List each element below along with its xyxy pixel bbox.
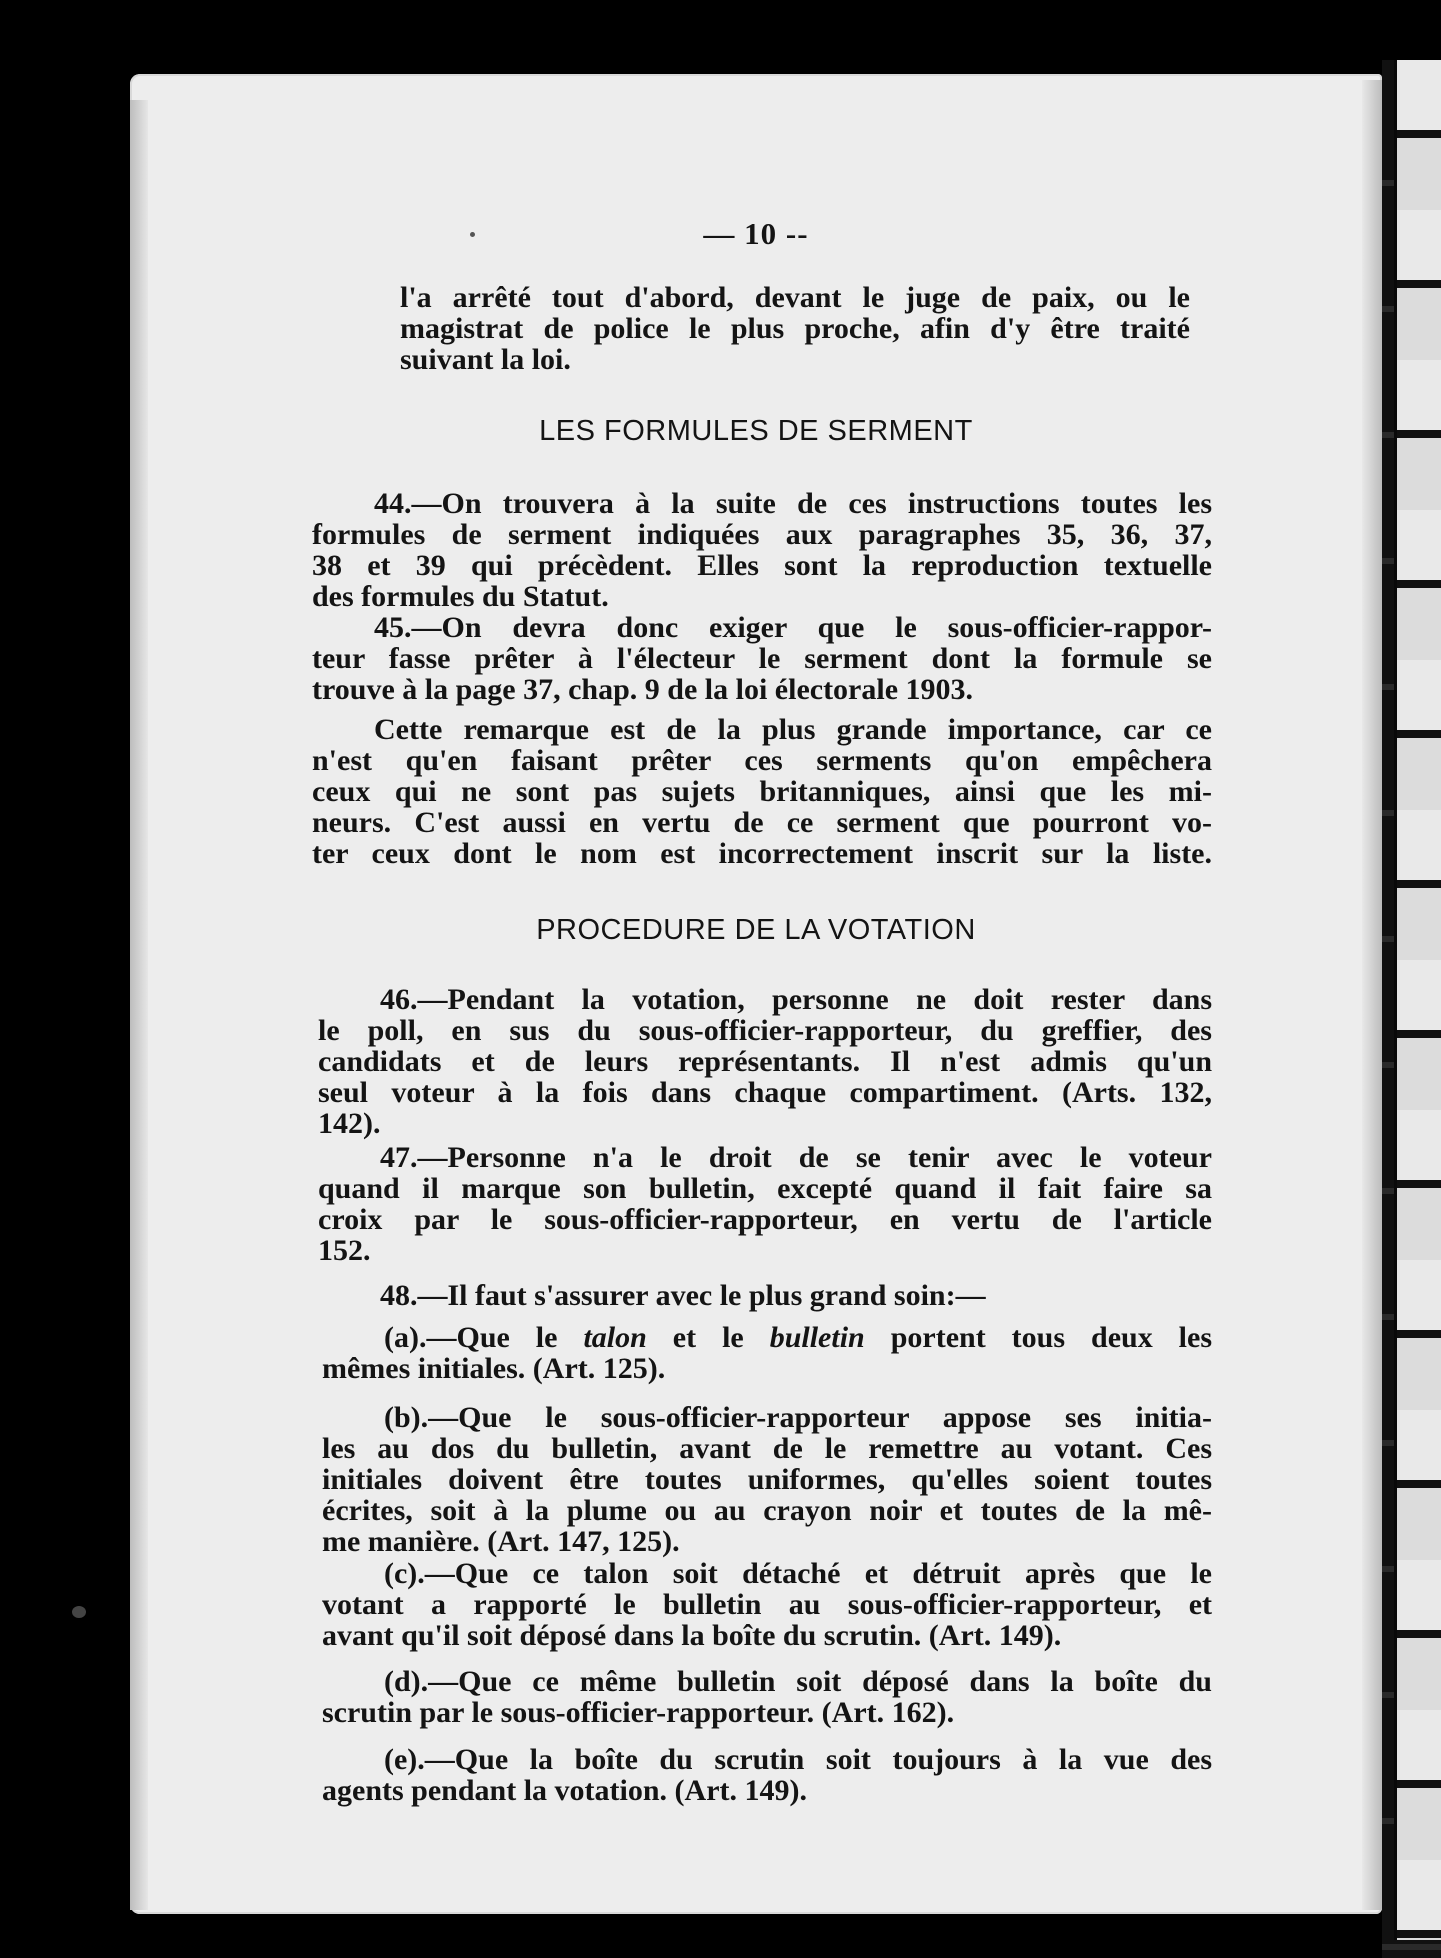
text-line: Cette remarque est de la plus grande importance, car ce [374,713,1212,746]
item-a-talon: talon [583,1321,647,1354]
text-line: le poll, en sus du sous-officier-rapporteur, du greffier, des [318,1014,1212,1047]
text-line: 46.—Pendant la votation, personne ne doit rester dans [380,983,1212,1016]
section-heading-votation: PROCEDURE DE LA VOTATION [536,914,976,946]
paragraph-47 [318,1142,1212,1266]
text-line: suivant la loi. [400,343,571,376]
text-line: teur fasse prêter à l'électeur le serment dont la formule se [312,642,1212,675]
paragraph-45-remark [312,714,1212,869]
paper-speck [72,1606,86,1618]
text-line: neurs. C'est aussi en vertu de ce serment que pourront vo- [312,806,1212,839]
text-line: candidats et de leurs représentants. Il n'est admis qu'un [318,1045,1212,1078]
item-a-mid: et le [646,1321,770,1354]
paragraph-45 [312,612,1212,705]
text-line: votant a rapporté le bulletin au sous-officier-rapporteur, et [322,1588,1212,1621]
intro-paragraph [400,282,1190,375]
item-a [322,1322,1212,1384]
page-right-shadow [1362,80,1382,1910]
paragraph-44 [312,488,1212,612]
item-a-bulletin: bulletin [769,1321,865,1354]
text-line: formules de serment indiquées aux paragraphes 35, 36, 37, [312,518,1212,551]
item-a-prefix: (a).—Que le [384,1321,584,1354]
item-d [322,1666,1212,1728]
text-line: croix par le sous-officier-rapporteur, en vertu de l'article [318,1203,1212,1236]
page-left-shadow [130,100,148,1910]
text-line: 142). [318,1107,381,1140]
text-line: les au dos du bulletin, avant de le remettre au votant. Ces [322,1432,1212,1465]
text-line: magistrat de police le plus proche, afin d'y être traité [400,312,1190,345]
text-line: scrutin par le sous-officier-rapporteur. (Art. 162). [322,1696,955,1729]
text-line: 44.—On trouvera à la suite de ces instructions toutes les [374,487,1212,520]
paragraph-48 [318,1280,1212,1311]
item-c [322,1558,1212,1651]
text-line: (b).—Que le sous-officier-rapporteur appose ses initia- [384,1401,1212,1434]
text-line: trouve à la page 37, chap. 9 de la loi électorale 1903. [312,673,974,706]
item-e [322,1744,1212,1806]
adjacent-page-edge [1394,60,1441,1940]
text-line: 38 et 39 qui précèdent. Elles sont la reproduction textuelle [312,549,1212,582]
text-line: ceux qui ne sont pas sujets britanniques, ainsi que les mi- [312,775,1212,808]
text-line: écrites, soit à la plume ou au crayon noir et toutes de la mê- [322,1494,1212,1527]
text-line: 152. [318,1234,371,1267]
page-number: — 10 -- [703,216,809,251]
text-line: quand il marque son bulletin, excepté quand il fait faire sa [318,1172,1212,1205]
text-line: avant qu'il soit déposé dans la boîte du scrutin. (Art. 149). [322,1619,1062,1652]
text-line: (c).—Que ce talon soit détaché et détruit après que le [384,1557,1212,1590]
text-line: 47.—Personne n'a le droit de se tenir avec le voteur [380,1141,1212,1174]
paragraph-46 [318,984,1212,1139]
text-line: l'a arrêté tout d'abord, devant le juge de paix, ou le [400,281,1190,314]
text-line: (e).—Que la boîte du scrutin soit toujours à la vue des [384,1743,1212,1776]
item-b [322,1402,1212,1557]
text-line: me manière. (Art. 147, 125). [322,1525,680,1558]
text-line: mêmes initiales. (Art. 125). [322,1352,666,1385]
text-line: n'est qu'en faisant prêter ces serments qu'on empêchera [312,744,1212,777]
item-a-post: portent tous deux les [864,1321,1212,1354]
section-heading-serment: LES FORMULES DE SERMENT [539,415,973,447]
text-line: agents pendant la votation. (Art. 149). [322,1774,807,1807]
text-line [322,1322,1212,1353]
text-line: seul voteur à la fois dans chaque compartiment. (Arts. 132, [318,1076,1212,1109]
text-line: ter ceux dont le nom est incorrectement inscrit sur la liste. [312,837,1212,870]
text-line: des formules du Statut. [312,580,609,613]
text-line: 48.—Il faut s'assurer avec le plus grand soin:— [380,1279,986,1312]
text-line: initiales doivent être toutes uniformes, qu'elles soient toutes [322,1463,1212,1496]
text-line: (d).—Que ce même bulletin soit déposé dans la boîte du [384,1665,1212,1698]
text-line: 45.—On devra donc exiger que le sous-officier-rappor- [374,611,1212,644]
